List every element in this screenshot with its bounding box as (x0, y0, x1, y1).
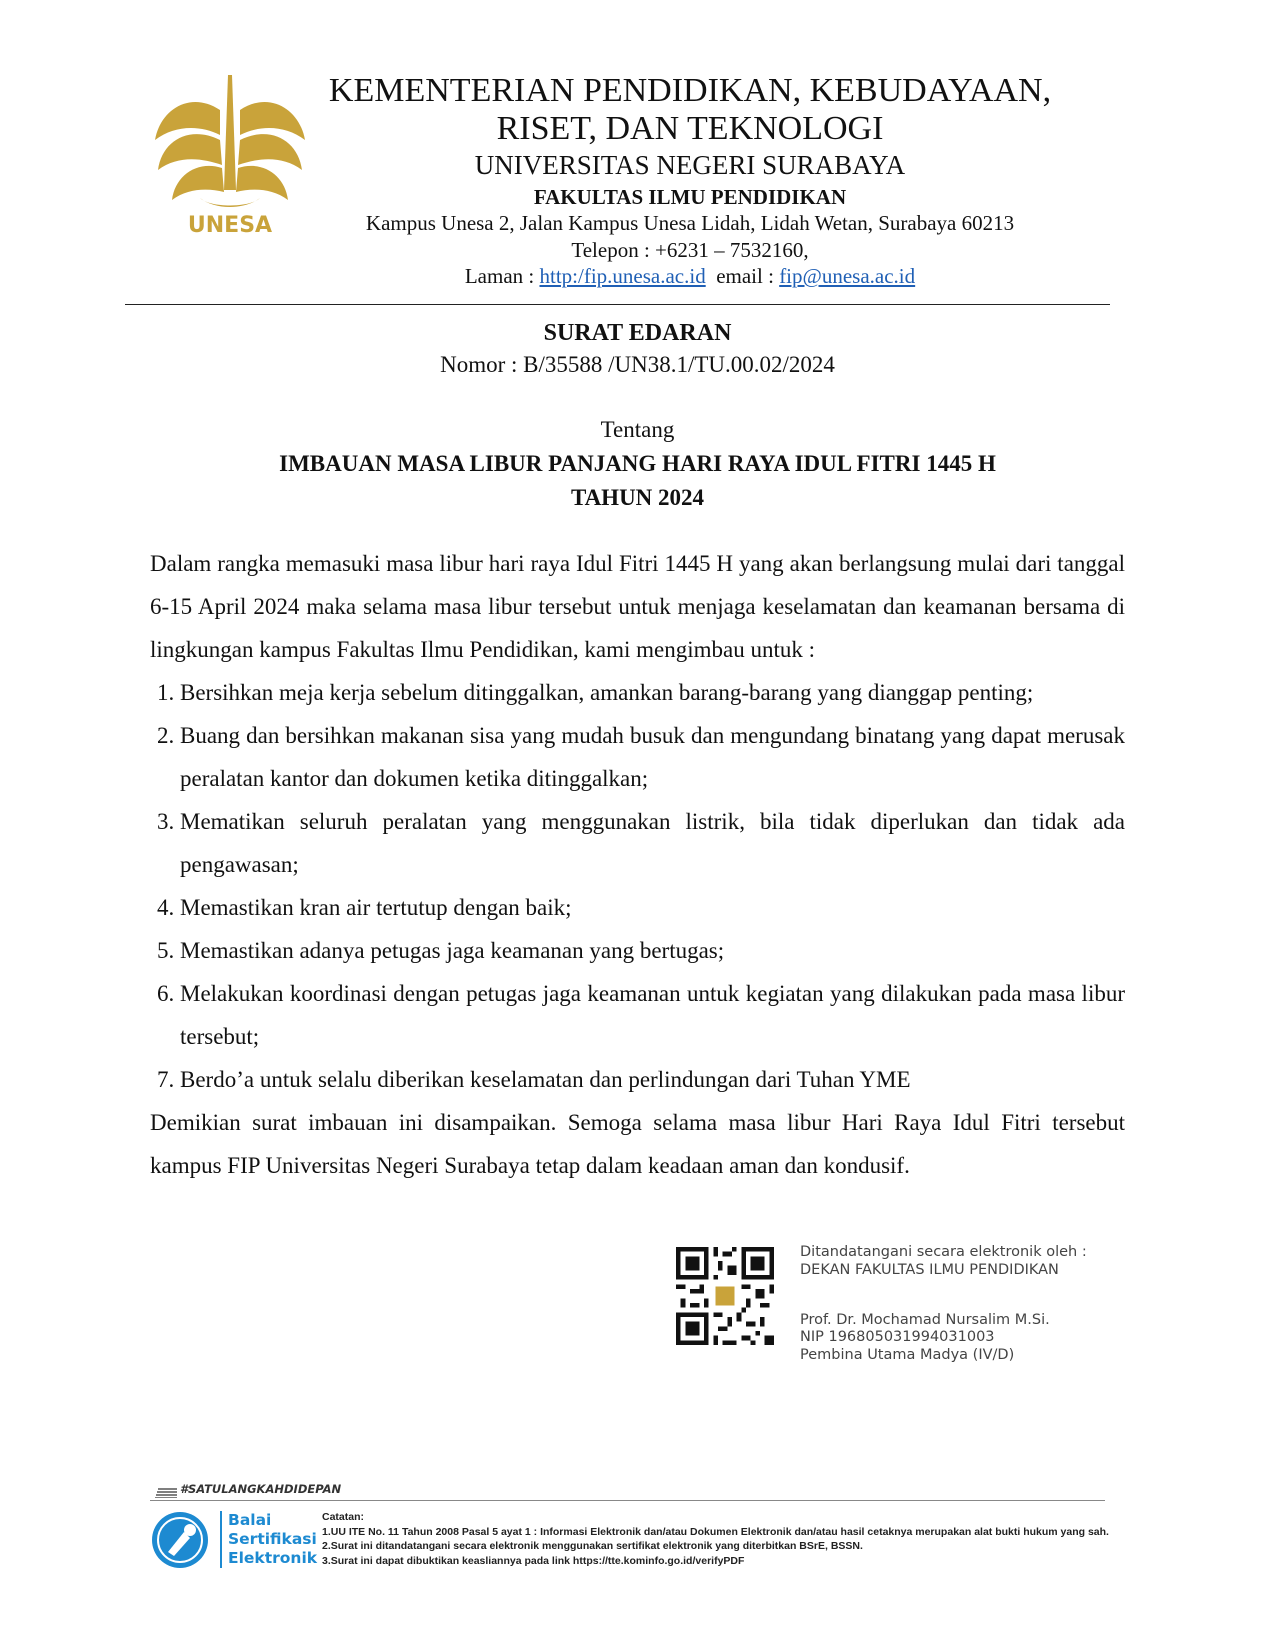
note-item: 2.Surat ini ditandatangani secara elektronik menggunakan sertifikat elektronik yang diterbitkan BSrE, BSSN. (322, 1540, 863, 1552)
list-item: 7. Berdo’a untuk selalu diberikan keselamatan dan perlindungan dari Tuhan YME (180, 1058, 1125, 1101)
unesa-logo (150, 70, 310, 245)
signer-nip: NIP 196805031994031003 (800, 1329, 995, 1345)
web-label: Laman : (464, 264, 540, 288)
hashtag-lines-icon (155, 1485, 177, 1495)
list-item: 4. Memastikan kran air tertutup dengan baik; (180, 886, 1125, 929)
signature-statement: Ditandatangani secara elektronik oleh : (800, 1244, 1087, 1260)
list-item: 1. Bersihkan meja kerja sebelum ditinggalkan, amankan barang-barang yang dianggap penting; (180, 671, 1125, 714)
closing-paragraph: Demikian surat imbauan ini disampaikan. Semoga selama masa libur Hari Raya Idul Fitri tersebut kampus FIP Universitas Negeri Surabaya tetap dalam keadaan aman dan kondusif. (150, 1110, 1125, 1178)
web-link[interactable]: http:/fip.unesa.ac.id (539, 264, 706, 288)
email-link[interactable]: fip@unesa.ac.id (779, 264, 916, 288)
bsre-logo-icon (150, 1510, 210, 1570)
address: Kampus Unesa 2, Jalan Kampus Unesa Lidah, Lidah Wetan, Surabaya 60213 (365, 211, 1015, 235)
note-item: 3.Surat ini dapat dibuktikan keasliannya pada link https://tte.kominfo.go.id/verifyPDF (322, 1554, 745, 1567)
list-item: 2. Buang dan bersihkan makanan sisa yang mudah busuk dan mengundang binatang yang dapat merusak peralatan kantor dan dokumen ketika ditinggalkan; (180, 714, 1125, 800)
ministry-name-line2: RISET, DAN TEKNOLOGI (496, 110, 884, 147)
letterhead-divider (125, 304, 1110, 305)
notes-title: Catatan: (322, 1511, 365, 1523)
hashtag: #SATULANGKAHDIDEPAN (180, 1482, 342, 1496)
intro-paragraph: Dalam rangka memasuki masa libur hari raya Idul Fitri 1445 H yang akan berlangsung mulai dari tanggal 6-15 April 2024 maka selama masa libur tersebut untuk menjaga keselamatan dan keamanan bersama di lingkungan kampus Fakultas Ilmu Pendidikan, kami mengimbau untuk : (150, 551, 1125, 662)
email-label: email : (705, 264, 780, 288)
list-item: 5. Memastikan adanya petugas jaga keamanan yang bertugas; (180, 929, 1125, 972)
ministry-name-line1: KEMENTERIAN PENDIDIKAN, KEBUDAYAAN, (328, 72, 1052, 109)
phone: Telepon : +6231 – 7532160, (571, 238, 809, 262)
letter-body (150, 542, 1125, 1187)
contact-line (300, 262, 1080, 290)
footer-divider (150, 1500, 1105, 1501)
list-item: 3. Mematikan seluruh peralatan yang menggunakan listrik, bila tidak diperlukan dan tidak ada pengawasan; (180, 800, 1125, 886)
signer-rank: Pembina Utama Madya (IV/D) (800, 1347, 1015, 1363)
bsre-line: Sertifikasi (228, 1530, 317, 1548)
signer-name: Prof. Dr. Mochamad Nursalim M.Si. (800, 1312, 1050, 1328)
instruction-list (150, 671, 1125, 1101)
bsre-line: Elektronik (228, 1549, 318, 1567)
note-item: 1.UU ITE No. 11 Tahun 2008 Pasal 5 ayat 1 : Informasi Elektronik dan/atau Dokumen Elektronik dan/atau hasil cetaknya merupakan alat bukti hukum yang sah. (322, 1525, 1109, 1538)
faculty-name: FAKULTAS ILMU PENDIDIKAN (533, 185, 847, 209)
document-title: SURAT EDARAN (543, 320, 732, 346)
about-label: Tentang (600, 417, 675, 442)
bsre-line: Balai (228, 1511, 272, 1529)
list-item: 6. Melakukan koordinasi dengan petugas jaga keamanan untuk kegiatan yang dilakukan pada masa libur tersebut; (180, 972, 1125, 1058)
logo-text: UNESA (187, 213, 273, 238)
university-name: UNIVERSITAS NEGERI SURABAYA (474, 150, 906, 180)
subject-line2: TAHUN 2024 (570, 485, 705, 510)
subject-line1: IMBAUAN MASA LIBUR PANJANG HARI RAYA IDUL FITRI 1445 H (279, 451, 996, 476)
signer-position: DEKAN FAKULTAS ILMU PENDIDIKAN (800, 1262, 1059, 1278)
qr-code-icon (676, 1247, 774, 1345)
footer-notes (322, 1510, 1109, 1568)
bsre-label (220, 1511, 317, 1568)
document-number: Nomor : B/35588 /UN38.1/TU.00.02/2024 (440, 352, 835, 377)
